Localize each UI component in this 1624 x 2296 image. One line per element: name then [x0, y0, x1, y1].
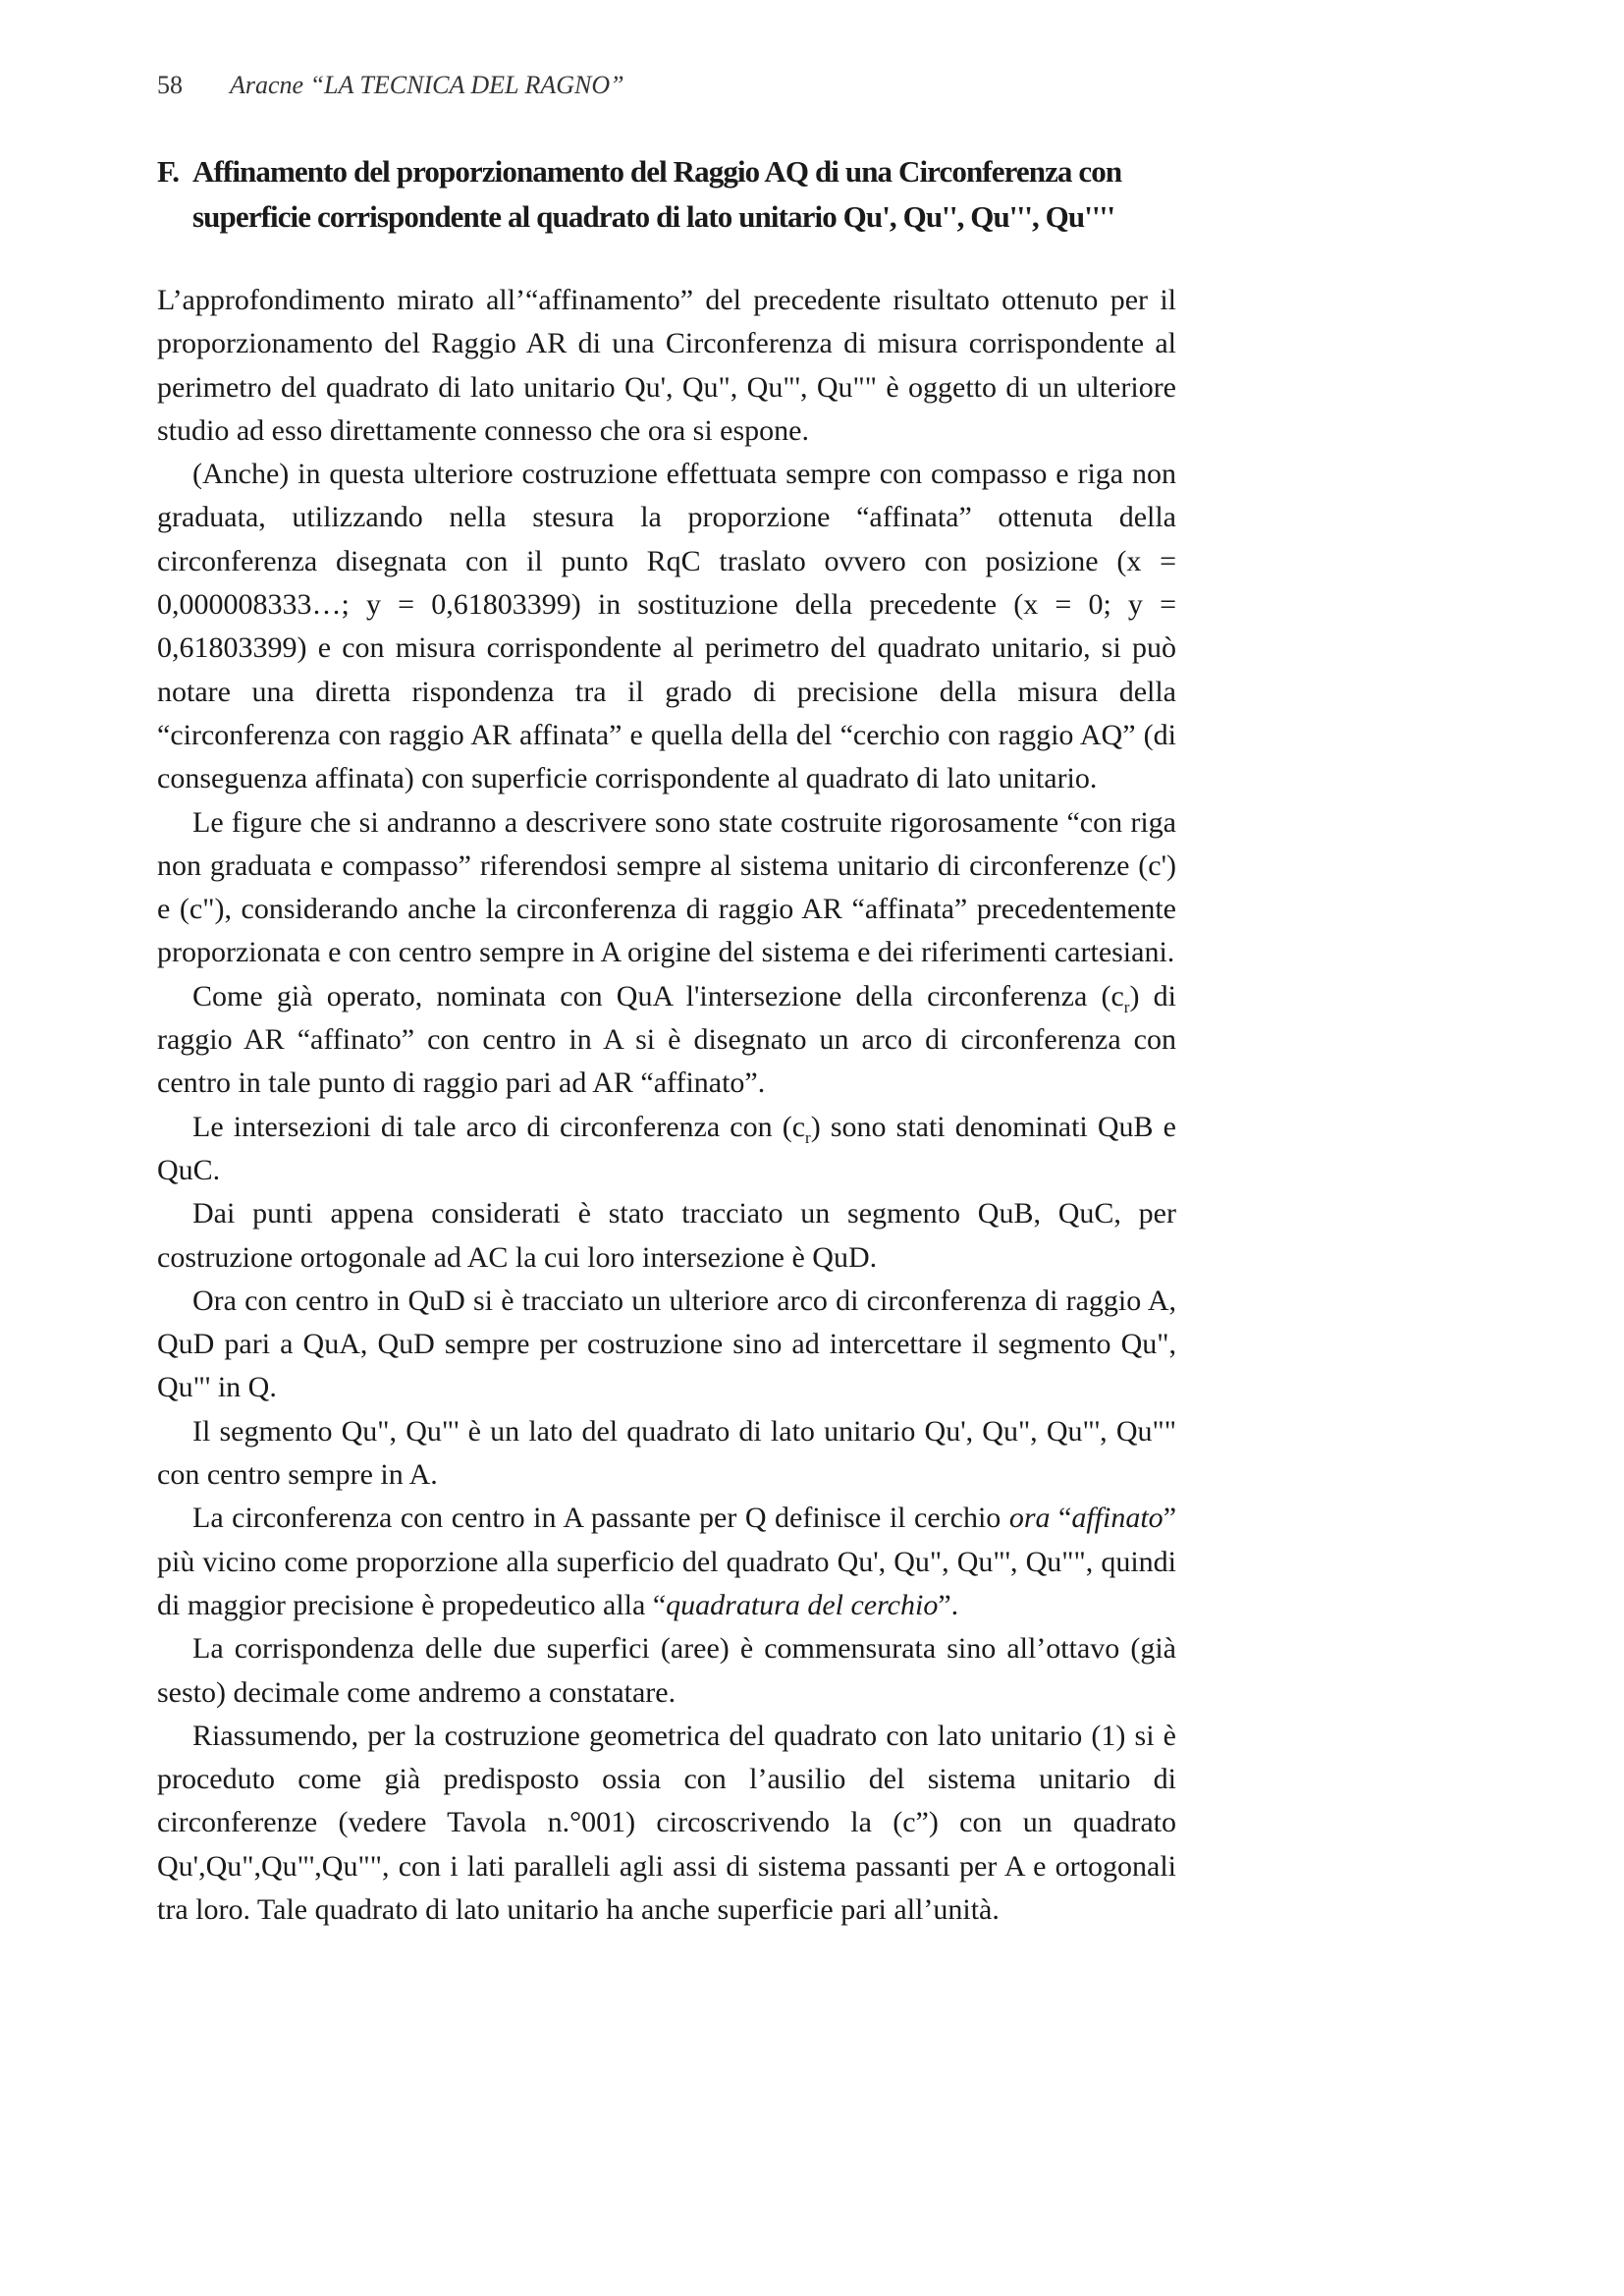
- paragraph-text: La circonferenza con centro in A passante per Q definisce il cerchio: [192, 1502, 1009, 1535]
- paragraph: Le figure che si andranno a descrivere sono state costruite rigorosamente “con riga non graduata e compasso” riferendosi sempre al sistema unitario di circonferenze (c') e (c"), considerando anche la circonferenza di raggio AR “affinata” precedentemente proporzionata e con centro sempre in A origine del sistema e dei riferimenti cartesiani.: [157, 805, 1176, 969]
- paragraph: La corrispondenza delle due superfici (aree) è commensurata sino all’ottavo (già sesto) decimale come andremo a constatare.: [157, 1632, 1176, 1709]
- paragraph-text: Le intersezioni di tale arco di circonferenza con (c: [192, 1110, 806, 1143]
- paragraph: Dai punti appena considerati è stato tracciato un segmento QuB, QuC, per costruzione ortogonale ad AC la cui loro intersezione è QuD.: [157, 1197, 1176, 1274]
- italic-text: quadratura del cerchio: [666, 1588, 939, 1621]
- section-title-line1: Affinamento del proporzionamento del Raggio AQ di una Circonferenza con: [192, 154, 1122, 189]
- section-title-line2: superficie corrispondente al quadrato di lato unitario Qu', Qu'', Qu''', Qu'''': [192, 199, 1115, 234]
- paragraph: Il segmento Qu", Qu"' è un lato del quadrato di lato unitario Qu', Qu", Qu"', Qu"" con centro sempre in A.: [157, 1414, 1176, 1492]
- paragraph: (Anche) in questa ulteriore costruzione effettuata sempre con compasso e riga non graduata, utilizzando nella stesura la proporzione “affinata” ottenuta della circonferenza disegnata con il punto RqC traslato ovvero con posizione (x = 0,000008333…; y = 0,61803399) in sostituzione della precedente (x = 0; y = 0,61803399) e con misura corrispondente al perimetro del quadrato unitario, si può notare una diretta rispondenza tra il grado di precisione della misura della “circonferenza con raggio AR affinata” e quella della del “cerchio con raggio AQ” (di conseguenza affinata) con superficie corrispondente al quadrato di lato unitario.: [157, 458, 1176, 795]
- paragraph: Riassumendo, per la costruzione geometrica del quadrato con lato unitario (1) si è proceduto come già predisposto ossia con l’ausilio del sistema unitario di circonferenze (vedere Tavola n.°001) circoscrivendo la (c”) con un quadrato Qu',Qu",Qu"',Qu"", con i lati paralleli agli assi di sistema passanti per A e ortogonali tra loro. Tale quadrato di lato unitario ha anche superficie pari all’unità.: [157, 1719, 1176, 1926]
- section-letter: F.: [157, 154, 180, 189]
- paragraph-text: “: [1050, 1502, 1072, 1535]
- paragraph: Ora con centro in QuD si è tracciato un ulteriore arco di circonferenza di raggio A, QuD pari a QuA, QuD sempre per costruzione sino ad intercettare il segmento Qu", Qu"' in Q.: [157, 1284, 1176, 1404]
- body-text: [157, 279, 1176, 1932]
- paragraph-text: ) di raggio AR “affinato” con centro in A si è disegnato un arco di circonferenza con centro in tale punto di raggio pari ad AR “affinato”.: [157, 979, 1177, 1100]
- paragraph: [157, 1106, 1176, 1193]
- paragraph-text: ” più vicino come proporzione alla superficio del quadrato Qu', Qu", Qu"', Qu"", quindi di maggior precisione è propedeutico alla “: [157, 1502, 1177, 1621]
- subscript: r: [805, 1127, 811, 1147]
- paragraph: [157, 1497, 1176, 1627]
- paragraph-text: ) sono stati denominati QuB e QuC.: [157, 1110, 1176, 1186]
- paragraph-text: ”.: [938, 1588, 959, 1621]
- italic-text: affinato: [1071, 1502, 1164, 1535]
- section-heading: [157, 149, 1178, 240]
- page-number: 58: [157, 71, 183, 99]
- paragraph-text: Come già operato, nominata con QuA l'intersezione della circonferenza (c: [192, 979, 1124, 1012]
- italic-text: ora: [1008, 1502, 1051, 1535]
- paragraph: [157, 975, 1176, 1106]
- paragraph: L’approfondimento mirato all’“affinamento” del precedente risultato ottenuto per il proporzionamento del Raggio AR di una Circonferenza di misura corrispondente al perimetro del quadrato di lato unitario Qu', Qu", Qu"', Qu"" è oggetto di un ulteriore studio ad esso direttamente connesso che ora si espone.: [157, 284, 1176, 447]
- subscript: r: [1123, 997, 1130, 1016]
- running-title: Aracne “LA TECNICA DEL RAGNO”: [230, 71, 624, 99]
- running-header: [157, 71, 624, 100]
